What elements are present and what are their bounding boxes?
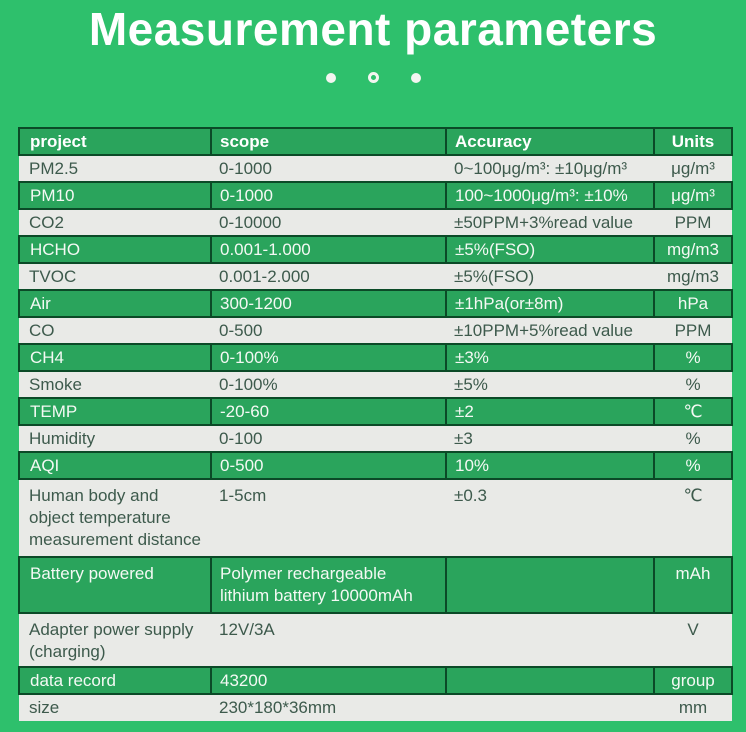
cell-scope: 43200	[211, 667, 446, 694]
cell-units: PPM	[654, 209, 732, 236]
table-row	[19, 479, 732, 557]
cell-project: HCHO	[19, 236, 211, 263]
table-row	[19, 182, 732, 209]
cell-accuracy	[446, 613, 654, 667]
cell-project: data record	[19, 667, 211, 694]
carousel-dot-ring-icon	[368, 72, 379, 83]
table-row	[19, 290, 732, 317]
cell-units: mAh	[654, 557, 732, 613]
carousel-dots	[0, 72, 746, 83]
page-title: Measurement parameters	[88, 3, 658, 55]
cell-units: ℃	[654, 398, 732, 425]
column-header-accuracy: Accuracy	[446, 128, 654, 155]
table-row	[19, 317, 732, 344]
cell-units: hPa	[654, 290, 732, 317]
carousel-dot-filled-icon	[326, 73, 336, 83]
cell-accuracy: ±1hPa(or±8m)	[446, 290, 654, 317]
cell-units: mg/m3	[654, 263, 732, 290]
table-row	[19, 667, 732, 694]
cell-scope: 0-100%	[211, 344, 446, 371]
cell-project: TVOC	[19, 263, 211, 290]
column-header-scope: scope	[211, 128, 446, 155]
column-header-project: project	[19, 128, 211, 155]
table-row	[19, 209, 732, 236]
cell-units: mm	[654, 694, 732, 721]
cell-scope: 0.001-2.000	[211, 263, 446, 290]
measurement-parameters-table	[18, 127, 733, 721]
cell-units: μg/m³	[654, 182, 732, 209]
cell-project: CO	[19, 317, 211, 344]
table-row	[19, 371, 732, 398]
cell-scope: 0-500	[211, 452, 446, 479]
cell-units: mg/m3	[654, 236, 732, 263]
cell-scope: Polymer rechargeable lithium battery 10000mAh	[211, 557, 446, 613]
cell-units: PPM	[654, 317, 732, 344]
table-row	[19, 425, 732, 452]
cell-accuracy: ±2	[446, 398, 654, 425]
cell-project: size	[19, 694, 211, 721]
table-row	[19, 452, 732, 479]
cell-scope: 0-1000	[211, 182, 446, 209]
table-row	[19, 694, 732, 721]
cell-project: Adapter power supply (charging)	[19, 613, 211, 667]
table-header-row	[19, 128, 732, 155]
cell-project: PM2.5	[19, 155, 211, 182]
cell-project: CH4	[19, 344, 211, 371]
carousel-dot-filled-icon	[411, 73, 421, 83]
cell-scope: 0-10000	[211, 209, 446, 236]
table-row	[19, 236, 732, 263]
cell-scope: 1-5cm	[211, 479, 446, 557]
table-row	[19, 344, 732, 371]
cell-units: V	[654, 613, 732, 667]
cell-project: Human body and object temperature measurement distance	[19, 479, 211, 557]
cell-project: Battery powered	[19, 557, 211, 613]
cell-scope: 0-500	[211, 317, 446, 344]
table-row	[19, 613, 732, 667]
cell-units: %	[654, 344, 732, 371]
cell-accuracy: ±10PPM+5%read value	[446, 317, 654, 344]
cell-scope: 230*180*36mm	[211, 694, 446, 721]
cell-project: PM10	[19, 182, 211, 209]
cell-scope: 0-1000	[211, 155, 446, 182]
column-header-units: Units	[654, 128, 732, 155]
table-row	[19, 398, 732, 425]
cell-units: group	[654, 667, 732, 694]
cell-accuracy: ±50PPM+3%read value	[446, 209, 654, 236]
cell-scope: 300-1200	[211, 290, 446, 317]
table-body	[19, 155, 732, 721]
cell-accuracy	[446, 557, 654, 613]
cell-scope: 0.001-1.000	[211, 236, 446, 263]
cell-accuracy	[446, 694, 654, 721]
cell-project: TEMP	[19, 398, 211, 425]
cell-accuracy: 10%	[446, 452, 654, 479]
cell-accuracy: ±5%	[446, 371, 654, 398]
cell-units: %	[654, 452, 732, 479]
cell-project: Smoke	[19, 371, 211, 398]
table-row	[19, 557, 732, 613]
cell-scope: 0-100	[211, 425, 446, 452]
cell-accuracy: 100~1000μg/m³: ±10%	[446, 182, 654, 209]
cell-project: AQI	[19, 452, 211, 479]
cell-scope: 12V/3A	[211, 613, 446, 667]
cell-scope: -20-60	[211, 398, 446, 425]
cell-scope: 0-100%	[211, 371, 446, 398]
cell-project: CO2	[19, 209, 211, 236]
cell-accuracy: ±3%	[446, 344, 654, 371]
cell-accuracy: 0~100μg/m³: ±10μg/m³	[446, 155, 654, 182]
cell-project: Humidity	[19, 425, 211, 452]
cell-accuracy: ±0.3	[446, 479, 654, 557]
cell-units: %	[654, 371, 732, 398]
cell-units: %	[654, 425, 732, 452]
cell-units: ℃	[654, 479, 732, 557]
table-row	[19, 155, 732, 182]
cell-project: Air	[19, 290, 211, 317]
cell-accuracy: ±3	[446, 425, 654, 452]
cell-accuracy: ±5%(FSO)	[446, 236, 654, 263]
table-row	[19, 263, 732, 290]
cell-accuracy	[446, 667, 654, 694]
cell-accuracy: ±5%(FSO)	[446, 263, 654, 290]
cell-units: μg/m³	[654, 155, 732, 182]
